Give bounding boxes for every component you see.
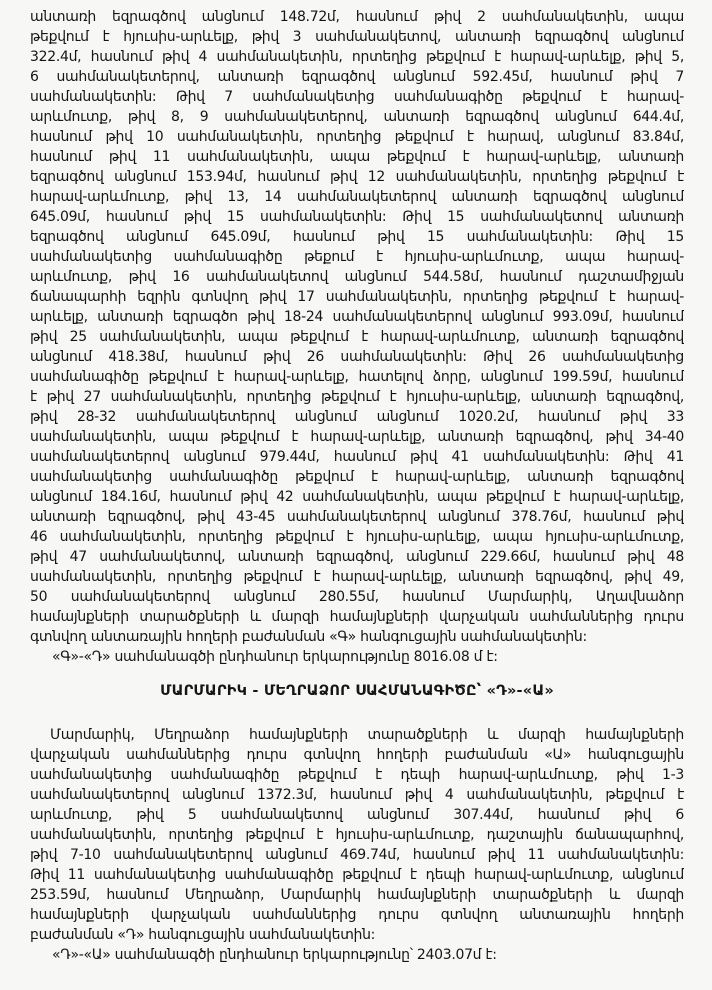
text-line: 253.59մ, հասնում Մեղրաձոր, Մարմարիկ համայնքների տարածքների և մարզի [30, 887, 684, 903]
text-line: սահմանակետերով անցնում 979.44մ, հասնում թիվ 41 սահմանակետին: Թիվ 41 [30, 449, 684, 465]
text-line: Թիվ 11 սահմանակետից սահմանագիծը թեքվում է դեպի հարավ-արևմուտք, անցնում [30, 867, 684, 883]
text-line: սահմանակետերով անցնում 1372.3մ, հասնում թիվ 4 սահմանակետին, թեքվում է [30, 787, 684, 803]
text-line: անցնում 418.38մ, հասնում թիվ 26 սահմանակետին: Թիվ 26 սահմանակետից [30, 349, 684, 365]
text-line: 50 սահմանակետերով անցնում 280.55մ, հասնում Մարմարիկ, Աղավնաձոր [30, 589, 684, 605]
text-line: թիվ 7-10 սահմանակետերով անցնում 469.74մ, հասնում թիվ 11 սահմանակետին: [30, 847, 684, 863]
text-line: թեքվում է հյուսիս-արևելք, թիվ 3 սահմանակետով, անտառի եզրագծով անցնում [30, 29, 684, 45]
text-line: է թիվ 27 սահմանակետին, որտեղից թեքվում է հյուսիս-արևելք, անտառի եզրագծով, [30, 389, 684, 405]
text-line: սահմանակետին, ապա թեքվում է հարավ-արևելք, անտառի եզրագծով, թիվ 34-40 [30, 429, 684, 445]
text-line: թիվ 28-32 սահմանակետերով անցնում անցնում 1020.2մ, հասնում թիվ 33 [30, 409, 684, 425]
da-total-length-line: «Դ»-«Ա» սահմանագծի ընդհանուր երկարությունը՝ 2403.07մ է: [52, 947, 497, 963]
text-line: համայնքների տարածքների և մարզի համայնքների վարչական սահմաններից դուրս [30, 609, 684, 625]
text-line: գտնվող անտառային հողերի բաժանման «Գ» հանգուցային սահմանակետին: [30, 629, 587, 645]
text-line: անտառի եզրագծով անցնում 148.72մ, հասնում թիվ 2 սահմանակետին, ապա [30, 9, 684, 25]
text-line: 6 սահմանակետերով, անտառի եզրագծով անցնում 592.45մ, հասնում թիվ 7 [30, 69, 684, 85]
text-line: Մարմարիկ, Մեղրաձոր համայնքների տարածքների և մարզի համայնքների [50, 727, 684, 743]
text-line: սահմանակետին, որտեղից թեքվում է հյուսիս-արևմուտք, դաշտային ճանապարհով, [30, 827, 684, 843]
text-line: հասնում թիվ 11 սահմանակետին, ապա թեքվում է հարավ-արևելք, անտառի [30, 149, 684, 165]
text-line: սահմանակետից սահմանագիծը թեքում է հյուսիս-արևմուտք, ապա հարավ- [30, 249, 684, 265]
text-line: հարավ-արևմուտք, թիվ 13, 14 սահմանակետերով անտառի եզրագծով անցնում [30, 189, 684, 205]
text-line: սահմանակետից սահմանագիծը թեքվում է հարավ-արևելք, անտառի եզրագծով [30, 469, 684, 485]
boundary-description-paragraph-da [30, 725, 684, 945]
text-line: անցնում 184.16մ, հասնում թիվ 42 սահմանակետին, ապա թեքվում է հարավ-արևելք, [30, 489, 684, 505]
text-line: եզրագծով անցնում 153.94մ, հասնում թիվ 12 սահմանակետին, որտեղից թեքվում է [30, 169, 684, 185]
text-line: թիվ 25 սահմանակետին, ապա թեքվում է հարավ-արևմուտք, անտառի եզրագծով [30, 329, 684, 345]
text-line: սահմանակետին: Թիվ 7 սահմանակետից սահմանագիծը թեքվում է հարավ- [30, 89, 684, 105]
text-line: սահմանակետից սահմանագիծը թեքվում է դեպի հարավ-արևմուտք, թիվ 1-3 [30, 767, 684, 783]
section-heading-marmarik-meghradzor: ՄԱՐՄԱՐԻԿ - ՄԵՂՐԱՁՈՐ ՍԱՀՄԱՆԱԳԻԾԸ՝ «Դ»-«Ա» [160, 683, 554, 699]
text-line: եզրագծով անցնում 645.09մ, հասնում թիվ 15 սահմանակետին: Թիվ 15 [30, 229, 684, 245]
text-line: հասնում թիվ 10 սահմանակետին, որտեղից թեքվում է հարավ, անցնում 83.84մ, [30, 129, 684, 145]
text-line: 322.4մ, հասնում թիվ 4 սահմանակետին, որտեղից թեքվում է հարավ-արևելք, թիվ 5, [30, 49, 684, 65]
text-line: արևելք, անտառի եզրագծո թիվ 18-24 սահմանակետերով անցնում 993.09մ, հասնում [30, 309, 684, 325]
text-line: սահմանագիծը թեքվում է հարավ-արևելք, հատելով ձորը, անցնում 199.59մ, հասնում [30, 369, 684, 385]
text-line: ճանապարհի եզրին գտնվող թիվ 17 սահմանակետին, որտեղից թեքվում է հարավ- [30, 289, 684, 305]
text-line: թիվ 47 սահմանակետով, անտառի եզրագծով, անցնում 229.66մ, հասնում թիվ 48 [30, 549, 684, 565]
text-line: բաժանման «Դ» հանգուցային սահմանակետին: [30, 927, 376, 943]
gd-total-length-line: «Գ»-«Դ» սահմանագծի ընդհանուր երկարությունը 8016.08 մ է: [52, 649, 498, 665]
text-line: համայնքների վարչական սահմաններից դուրս գտնվող անտառային հողերի [30, 907, 684, 923]
text-line: արևմուտք, թիվ 16 սահմանակետով անցնում 544.58մ, հասնում դաշտամիջյան [30, 269, 684, 285]
boundary-description-paragraph-gd [30, 7, 684, 647]
text-line: արևմուտք, թիվ 5 սահմանակետով անցնում 307.44մ, հասնում թիվ 6 [30, 807, 684, 823]
text-line: սահմանակետին, որտեղից թեքվում է հարավ-արևելք, անտառի եզրագծով, թիվ 49, [30, 569, 684, 585]
text-line: վարչական սահմաններից դուրս գտնվող հողերի բաժանման «Ա» հանգուցային [30, 747, 684, 763]
text-line: 46 սահմանակետին, որտեղից թեքվում է հյուսիս-արևելք, ապա հյուսիս-արևմուտք, [30, 529, 684, 545]
text-line: արևմուտք, թիվ 8, 9 սահմանակետերով, անտառի եզրագծով անցնում 644.4մ, [30, 109, 684, 125]
text-line: 645.09մ, հասնում թիվ 15 սահմանակետին: Թիվ 15 սահմանակետով անտառի [30, 209, 684, 225]
text-line: անտառի եզրագծով, թիվ 43-45 սահմանակետերով անցնում 378.76մ, հասնում թիվ [30, 509, 684, 525]
